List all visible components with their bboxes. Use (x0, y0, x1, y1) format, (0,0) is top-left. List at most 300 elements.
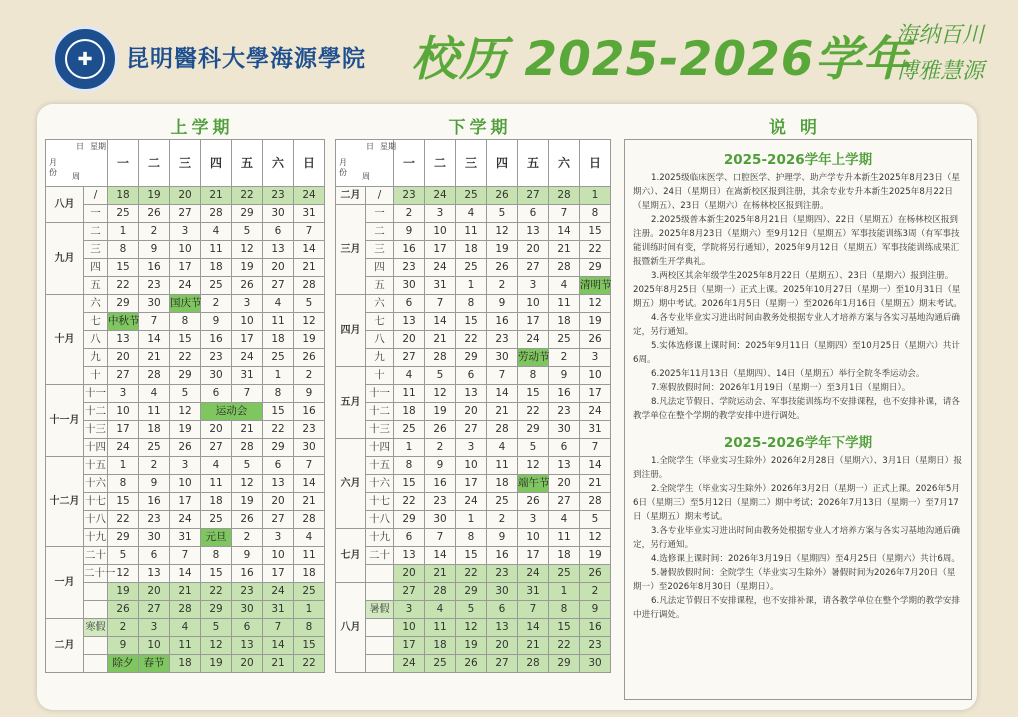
day-cell: 28 (139, 367, 170, 385)
day-cell: 5 (170, 385, 201, 403)
day-cell: 16 (294, 403, 325, 421)
day-cell: 25 (549, 565, 580, 583)
day-cell: 13 (487, 619, 518, 637)
weekday-header: 三 (170, 140, 201, 187)
day-cell: 17 (518, 547, 549, 565)
day-cell: 31 (232, 367, 263, 385)
day-cell: 19 (294, 331, 325, 349)
day-cell: 12 (518, 457, 549, 475)
month-label: 二月 (336, 187, 366, 205)
day-cell: 4 (549, 511, 580, 529)
day-cell: 23 (232, 583, 263, 601)
day-cell: 8 (580, 205, 611, 223)
note-item: 3.两校区其余年级学生2025年8月22日（星期五）、23日（星期六）报到注册。2025年8月25日（星期一）正式上课。2025年10月27日（星期一）至10月31日（星期五）期中考试。2026年1月5日（星期一）至2026年1月16日（星期五）期末考试。 (633, 271, 962, 309)
day-cell: 22 (170, 349, 201, 367)
weekday-header: 三 (456, 140, 487, 187)
day-cell: 25 (201, 511, 232, 529)
day-cell: 4 (201, 457, 232, 475)
day-cell: 29 (201, 601, 232, 619)
day-cell: 30 (394, 277, 425, 295)
month-label: 六月 (336, 439, 366, 529)
corner-month-label: 月份 (339, 158, 347, 177)
day-cell: 28 (580, 493, 611, 511)
week-number: 十五 (84, 457, 108, 475)
day-cell: 21 (425, 565, 456, 583)
day-cell: 12 (170, 403, 201, 421)
day-cell: 14 (139, 331, 170, 349)
school-logo (52, 26, 118, 92)
day-cell: 22 (294, 655, 325, 673)
day-cell: 27 (518, 259, 549, 277)
day-cell: 19 (456, 637, 487, 655)
note-item: 2.全院学生（毕业实习生除外）2026年3月2日（星期一）正式上课。2026年5月6日（星期三）至5月12日（星期二）期中考试；2026年7月13日（星期一）至7月17日（星期五）期末考试。 (633, 484, 960, 522)
day-cell: 24 (394, 655, 425, 673)
day-cell: 27 (456, 421, 487, 439)
day-cell: 10 (263, 547, 294, 565)
day-cell: 26 (487, 187, 518, 205)
week-row (336, 421, 611, 439)
day-cell: 10 (394, 619, 425, 637)
day-cell: 30 (294, 439, 325, 457)
day-cell: 6 (456, 367, 487, 385)
day-cell: 16 (139, 493, 170, 511)
day-cell: 29 (108, 295, 139, 313)
day-cell: 24 (108, 439, 139, 457)
day-cell: 9 (139, 475, 170, 493)
week-row (46, 529, 325, 547)
week-row (46, 565, 325, 583)
month-label: 八月 (46, 187, 84, 223)
day-cell: 21 (170, 583, 201, 601)
week-number: 十二 (366, 403, 394, 421)
day-cell: 14 (263, 637, 294, 655)
day-cell: 5 (456, 601, 487, 619)
corner-weekday-label-2: 星期 (380, 142, 396, 151)
day-cell: 27 (108, 367, 139, 385)
day-cell: 29 (456, 583, 487, 601)
day-cell: 14 (294, 241, 325, 259)
day-cell: 3 (139, 619, 170, 637)
day-cell: 30 (580, 655, 611, 673)
day-cell: 2 (549, 349, 580, 367)
week-row (336, 475, 611, 493)
day-cell: 18 (170, 655, 201, 673)
day-cell: 25 (456, 187, 487, 205)
day-cell: 30 (425, 511, 456, 529)
week-row (46, 493, 325, 511)
day-cell: 6 (394, 295, 425, 313)
week-row (336, 367, 611, 385)
day-cell: 9 (139, 241, 170, 259)
week-number: 十七 (366, 493, 394, 511)
day-cell: 11 (394, 385, 425, 403)
second-semester-calendar (335, 139, 611, 673)
day-cell: 1 (108, 223, 139, 241)
day-cell: 13 (394, 547, 425, 565)
day-cell: 25 (549, 331, 580, 349)
week-number: 十三 (84, 421, 108, 439)
day-cell: 21 (263, 655, 294, 673)
day-cell: 17 (580, 385, 611, 403)
day-cell: 9 (394, 223, 425, 241)
month-label: 三月 (336, 205, 366, 295)
week-number: 一 (366, 205, 394, 223)
day-cell: 3 (518, 277, 549, 295)
week-row (46, 367, 325, 385)
day-cell: 27 (549, 493, 580, 511)
day-cell: 28 (232, 439, 263, 457)
week-number: 十九 (84, 529, 108, 547)
day-cell: 20 (263, 493, 294, 511)
day-cell: 3 (425, 205, 456, 223)
day-cell: 28 (487, 421, 518, 439)
week-row (336, 529, 611, 547)
day-cell: 18 (139, 421, 170, 439)
week-number: 八 (84, 331, 108, 349)
week-number: 二十 (84, 547, 108, 565)
day-cell: 24 (263, 583, 294, 601)
week-number (84, 583, 108, 601)
week-number: 七 (366, 313, 394, 331)
day-cell: 2 (139, 457, 170, 475)
day-cell: 4 (263, 295, 294, 313)
day-cell: 20 (232, 655, 263, 673)
day-cell: 10 (170, 241, 201, 259)
day-cell: 27 (394, 349, 425, 367)
week-number: 十三 (366, 421, 394, 439)
day-cell: 30 (232, 601, 263, 619)
day-cell: 12 (108, 565, 139, 583)
header-corner (46, 140, 108, 187)
day-cell: 3 (108, 385, 139, 403)
day-cell: 22 (263, 421, 294, 439)
day-cell: 13 (394, 313, 425, 331)
day-cell: 16 (232, 565, 263, 583)
day-cell: 9 (487, 295, 518, 313)
day-cell: 1 (394, 439, 425, 457)
day-cell: 2 (487, 511, 518, 529)
day-cell: 5 (425, 367, 456, 385)
day-cell: 1 (263, 367, 294, 385)
weekday-header: 四 (487, 140, 518, 187)
day-cell: 19 (201, 655, 232, 673)
day-cell: 10 (518, 295, 549, 313)
week-number: 十 (84, 367, 108, 385)
weekday-header: 五 (232, 140, 263, 187)
day-cell: 20 (263, 259, 294, 277)
day-cell: 1 (549, 583, 580, 601)
day-cell: 28 (201, 205, 232, 223)
day-cell: 25 (263, 349, 294, 367)
note-item: 1.2025级临床医学、口腔医学、护理学、助产学专升本新生2025年8月23日（星期六）、24日（星期日）在嵩新校区报到注册，其余专业专升本新生2025年8月22日（星期五）、23日（星期六）在杨林校区报到注册。 (633, 173, 960, 211)
day-cell: 6 (139, 547, 170, 565)
week-number: 四 (84, 259, 108, 277)
day-cell: 2 (487, 277, 518, 295)
header-corner (336, 140, 394, 187)
day-cell: 25 (456, 259, 487, 277)
day-cell: 18 (549, 547, 580, 565)
day-cell: 11 (549, 295, 580, 313)
corner-weekday-label: 日 (366, 142, 374, 151)
day-cell: 28 (425, 583, 456, 601)
day-cell: 25 (108, 205, 139, 223)
day-cell: 26 (518, 493, 549, 511)
week-row (336, 583, 611, 601)
day-cell: 17 (263, 565, 294, 583)
week-number: 六 (366, 295, 394, 313)
day-cell: 2 (294, 367, 325, 385)
day-cell: 2 (425, 439, 456, 457)
day-cell: 14 (294, 475, 325, 493)
week-number: 十八 (366, 511, 394, 529)
week-number (366, 583, 394, 601)
week-row (336, 619, 611, 637)
day-cell: 3 (263, 529, 294, 547)
day-cell: 10 (580, 367, 611, 385)
day-cell: 18 (487, 475, 518, 493)
week-number: 二十一 (84, 565, 108, 583)
week-number: 十一 (84, 385, 108, 403)
day-cell: 8 (201, 547, 232, 565)
day-cell: 22 (201, 583, 232, 601)
weekday-header: 六 (549, 140, 580, 187)
day-cell: 7 (425, 295, 456, 313)
day-cell: 23 (394, 187, 425, 205)
week-number: 三 (84, 241, 108, 259)
day-cell: 25 (294, 583, 325, 601)
day-cell: 7 (294, 457, 325, 475)
week-row (46, 511, 325, 529)
weekday-header: 六 (263, 140, 294, 187)
day-cell: 12 (294, 313, 325, 331)
day-cell: 24 (425, 187, 456, 205)
day-cell: 23 (487, 331, 518, 349)
week-row (46, 601, 325, 619)
week-row (336, 403, 611, 421)
day-cell: 21 (139, 349, 170, 367)
week-row (46, 403, 325, 421)
week-number: 七 (84, 313, 108, 331)
week-row (336, 547, 611, 565)
day-cell: 12 (425, 385, 456, 403)
day-cell: 22 (456, 331, 487, 349)
week-row (46, 277, 325, 295)
month-label: 一月 (46, 547, 84, 619)
day-cell: 11 (201, 475, 232, 493)
day-cell: 10 (518, 529, 549, 547)
weekday-header: 一 (108, 140, 139, 187)
day-cell: 25 (425, 655, 456, 673)
day-cell: 11 (549, 529, 580, 547)
month-label: 九月 (46, 223, 84, 295)
week-row (336, 385, 611, 403)
day-cell: 9 (487, 529, 518, 547)
day-cell: 15 (263, 403, 294, 421)
day-cell: 10 (139, 637, 170, 655)
day-cell: 19 (108, 583, 139, 601)
day-cell: 16 (580, 619, 611, 637)
day-cell: 13 (518, 223, 549, 241)
day-cell: 16 (487, 547, 518, 565)
week-row (46, 385, 325, 403)
day-cell: 9 (580, 601, 611, 619)
weekday-header: 日 (294, 140, 325, 187)
day-cell: 9 (294, 385, 325, 403)
day-cell: 3 (170, 223, 201, 241)
day-cell: 8 (294, 619, 325, 637)
day-cell: 2 (394, 205, 425, 223)
day-cell: 28 (549, 259, 580, 277)
event-cell: 劳动节 (518, 349, 549, 367)
day-cell: 7 (170, 547, 201, 565)
day-cell: 13 (263, 475, 294, 493)
month-label: 五月 (336, 367, 366, 439)
month-label: 十一月 (46, 385, 84, 457)
week-row (336, 349, 611, 367)
corner-week-label: 周 (72, 172, 80, 181)
day-cell: 24 (580, 403, 611, 421)
day-cell: 4 (139, 385, 170, 403)
school-emblem-icon: ✚ (65, 39, 105, 79)
day-cell: 22 (549, 637, 580, 655)
day-cell: 25 (394, 421, 425, 439)
day-cell: 3 (232, 295, 263, 313)
day-cell: 7 (518, 601, 549, 619)
week-row (46, 619, 325, 637)
week-row (336, 331, 611, 349)
month-label: 四月 (336, 295, 366, 367)
day-cell: 8 (394, 457, 425, 475)
month-label: 十月 (46, 295, 84, 385)
day-cell: 17 (170, 259, 201, 277)
day-cell: 22 (518, 403, 549, 421)
week-row (46, 457, 325, 475)
day-cell: 9 (549, 367, 580, 385)
school-motto (885, 18, 995, 90)
week-row (336, 277, 611, 295)
day-cell: 31 (580, 421, 611, 439)
week-number: 十二 (84, 403, 108, 421)
day-cell: 1 (108, 457, 139, 475)
event-cell: 国庆节 (170, 295, 201, 313)
day-cell: 24 (518, 331, 549, 349)
day-cell: 22 (456, 565, 487, 583)
day-cell: 3 (580, 349, 611, 367)
day-cell: 19 (232, 493, 263, 511)
day-cell: 29 (263, 439, 294, 457)
day-cell: 11 (139, 403, 170, 421)
day-cell: 14 (549, 223, 580, 241)
day-cell: 17 (518, 313, 549, 331)
day-cell: 22 (394, 493, 425, 511)
day-cell: 29 (580, 259, 611, 277)
week-row (336, 655, 611, 673)
day-cell: 16 (487, 313, 518, 331)
day-cell: 19 (580, 547, 611, 565)
day-cell: 29 (108, 529, 139, 547)
week-number: 九 (366, 349, 394, 367)
week-row (46, 421, 325, 439)
day-cell: 9 (232, 547, 263, 565)
day-cell: 24 (170, 511, 201, 529)
day-cell: 26 (580, 565, 611, 583)
motto-line-2: 博雅慧源 (895, 59, 984, 84)
day-cell: 10 (170, 475, 201, 493)
day-cell: 12 (201, 637, 232, 655)
day-cell: 8 (518, 367, 549, 385)
day-cell: 24 (232, 349, 263, 367)
day-cell: 30 (201, 367, 232, 385)
day-cell: 20 (139, 583, 170, 601)
day-cell: 20 (487, 637, 518, 655)
day-cell: 25 (487, 493, 518, 511)
day-cell: 15 (456, 547, 487, 565)
day-cell: 28 (170, 601, 201, 619)
day-cell: 18 (294, 565, 325, 583)
school-name: 昆明醫科大學海源學院 (126, 45, 366, 72)
week-row (46, 331, 325, 349)
day-cell: 26 (108, 601, 139, 619)
day-cell: 23 (139, 511, 170, 529)
day-cell: 4 (201, 223, 232, 241)
day-cell: 15 (456, 313, 487, 331)
day-cell: 26 (580, 331, 611, 349)
week-number: 九 (84, 349, 108, 367)
week-number: 一 (84, 205, 108, 223)
day-cell: 1 (294, 601, 325, 619)
day-cell: 12 (456, 619, 487, 637)
corner-month-label: 月份 (49, 158, 57, 177)
week-row (46, 439, 325, 457)
week-number: 十六 (366, 475, 394, 493)
week-number: 五 (84, 277, 108, 295)
header (0, 0, 1018, 100)
day-cell: 20 (549, 475, 580, 493)
day-cell: 24 (518, 565, 549, 583)
day-cell: 15 (108, 493, 139, 511)
day-cell: 17 (425, 241, 456, 259)
day-cell: 19 (487, 241, 518, 259)
day-cell: 2 (232, 529, 263, 547)
day-cell: 6 (201, 385, 232, 403)
event-cell: 春节 (139, 655, 170, 673)
event-cell: 元旦 (201, 529, 232, 547)
day-cell: 2 (580, 583, 611, 601)
week-row (336, 241, 611, 259)
weekday-header: 二 (139, 140, 170, 187)
day-cell: 15 (108, 259, 139, 277)
day-cell: 29 (394, 511, 425, 529)
note-item: 4.各专业毕业实习进出时间由教务处根据专业人才培养方案与各实习基地沟通后确定，另行通知。 (633, 313, 960, 337)
note-item: 8.凡法定节假日、学院运动会、军事技能训练均不安排课程，也不安排补课，请各教学单位在整个学期的教学安排中进行调处。 (633, 397, 960, 421)
day-cell: 16 (201, 331, 232, 349)
day-cell: 7 (232, 385, 263, 403)
day-cell: 8 (549, 601, 580, 619)
day-cell: 26 (456, 655, 487, 673)
day-cell: 28 (425, 349, 456, 367)
day-cell: 6 (232, 619, 263, 637)
day-cell: 8 (170, 313, 201, 331)
day-cell: 24 (425, 259, 456, 277)
notes-first-semester-title: 2025-2026学年上学期 (723, 152, 873, 168)
day-cell: 27 (394, 583, 425, 601)
day-cell: 5 (232, 223, 263, 241)
day-cell: 29 (518, 421, 549, 439)
week-row (336, 439, 611, 457)
day-cell: 3 (456, 439, 487, 457)
day-cell: 4 (294, 529, 325, 547)
day-cell: 5 (487, 205, 518, 223)
